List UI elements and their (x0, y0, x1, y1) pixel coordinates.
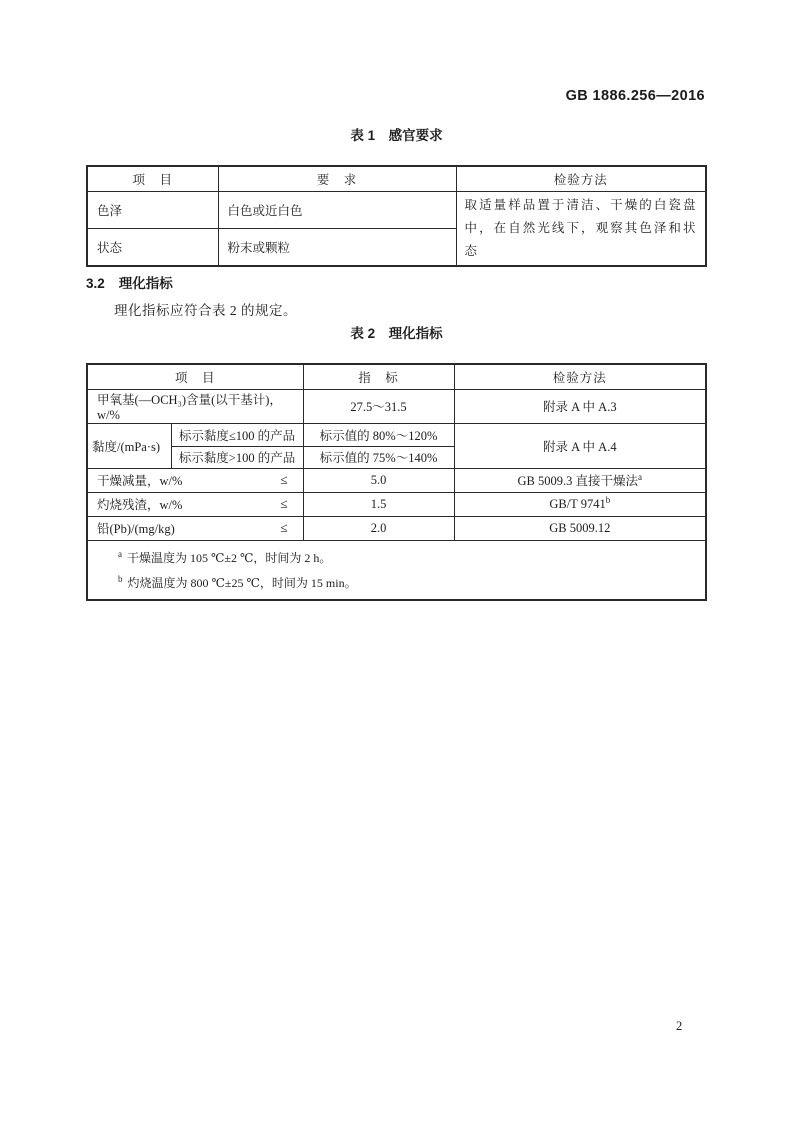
table1-caption: 表 1 感官要求 (350, 128, 443, 143)
table-row (87, 516, 706, 540)
table-row (87, 389, 706, 423)
table2-item-viscosity: 黏度/(mPa·s) (87, 423, 171, 468)
table1-item-color: 色泽 (87, 191, 218, 228)
footnote-b-text: 灼烧温度为 800 ℃±25 ℃，时间为 15 min。 (127, 575, 357, 590)
table1-header-item: 项 目 (87, 166, 218, 191)
section-heading-3-2 (86, 272, 173, 292)
footnote-a-marker: a (118, 548, 122, 559)
footnote-b (118, 569, 697, 594)
footnote-a-text: 干燥温度为 105 ℃±2 ℃，时间为 2 h。 (127, 550, 332, 565)
less-equal-sign: ≤ (280, 520, 288, 535)
table2-viscosity-condition-low: 标示黏度≤100 的产品 (171, 423, 303, 446)
method-text: GB/T 9741 (549, 497, 606, 512)
table2-viscosity-condition-high: 标示黏度>100 的产品 (171, 446, 303, 468)
page-number: 2 (676, 1019, 683, 1033)
table2-header-row (87, 364, 706, 389)
table2-footnotes (87, 540, 706, 600)
table2-indicator-viscosity-high: 标示值的 75%～140% (303, 446, 454, 468)
table2-indicator-drying: 5.0 (303, 468, 454, 492)
table2-method-lead: GB 5009.12 (454, 516, 706, 540)
table2-header-item: 项 目 (87, 364, 303, 389)
body-paragraph: 理化指标应符合表 2 的规定。 (114, 303, 297, 318)
standard-number: GB 1886.256—2016 (565, 88, 705, 104)
table1-item-state: 状态 (87, 228, 218, 265)
table2-physical-chemical-indicators (86, 363, 707, 601)
less-equal-sign: ≤ (280, 496, 288, 511)
table2-indicator-methoxy: 27.5～31.5 (303, 389, 454, 423)
table2-indicator-viscosity-low: 标示值的 80%～120% (303, 423, 454, 446)
drying-loss-label: 干燥减量，w/% (97, 474, 183, 488)
table-row (87, 492, 706, 516)
footnote-a (118, 544, 697, 569)
table-row (87, 468, 706, 492)
ignition-residue-label: 灼烧残渣，w/% (97, 498, 183, 512)
table1-header-row (87, 166, 706, 191)
table2-method-methoxy: 附录 A 中 A.3 (454, 389, 706, 423)
table2-indicator-lead: 2.0 (303, 516, 454, 540)
table1-header-method: 检验方法 (456, 166, 706, 191)
lead-label: 铅(Pb)/(mg/kg) (97, 522, 175, 536)
table1-req-state: 粉末或颗粒 (218, 228, 456, 265)
table1-req-color: 白色或近白色 (218, 191, 456, 228)
table2-header-indicator: 指 标 (303, 364, 454, 389)
table2-method-drying (454, 468, 706, 492)
table2-item-drying (87, 468, 303, 492)
footnote-b-marker: b (118, 573, 123, 584)
footnote-ref-b: b (605, 495, 611, 506)
table-row (87, 423, 706, 446)
table2-item-ignition (87, 492, 303, 516)
footnote-ref-a: a (638, 471, 643, 482)
table2-indicator-ignition: 1.5 (303, 492, 454, 516)
table2-method-viscosity: 附录 A 中 A.4 (454, 423, 706, 468)
table-row (87, 191, 706, 228)
table1-method-merged: 取适量样品置于清洁、干燥的白瓷盘中，在自然光线下，观察其色泽和状态 (456, 191, 706, 266)
table2-item-methoxy: 甲氧基(—OCH₃)含量(以干基计)，w/% (87, 389, 303, 423)
table2-caption: 表 2 理化指标 (350, 326, 443, 341)
table1-header-requirement: 要 求 (218, 166, 456, 191)
table2-method-ignition (454, 492, 706, 516)
table1-sensory-requirements (86, 165, 707, 267)
table2-item-lead (87, 516, 303, 540)
table2-footnotes-row (87, 540, 706, 600)
section-number: 3.2 (86, 276, 105, 291)
method-text: GB 5009.3 直接干燥法 (517, 474, 639, 488)
section-title: 理化指标 (118, 276, 173, 291)
table2-header-method: 检验方法 (454, 364, 706, 389)
less-equal-sign: ≤ (280, 472, 288, 487)
